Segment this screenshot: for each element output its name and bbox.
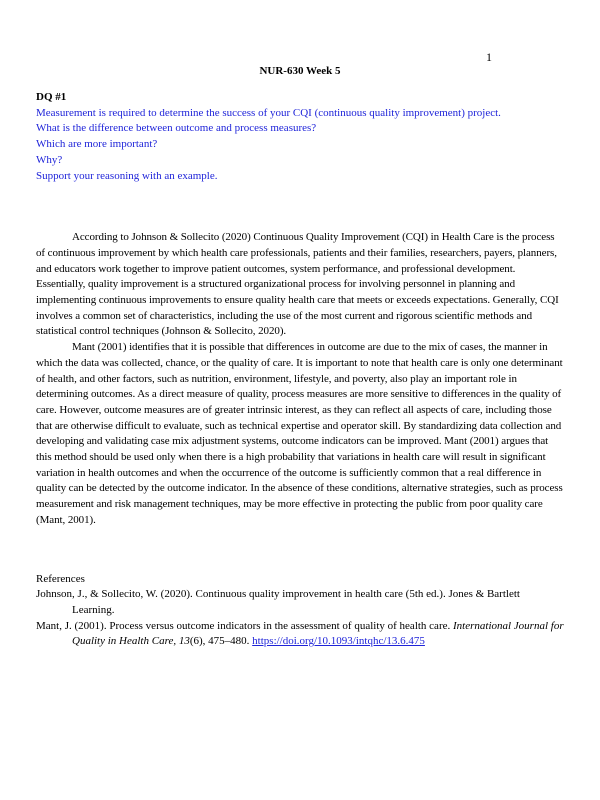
prompt-line: Measurement is required to determine the success of your CQI (continuous quality improvement) project. xyxy=(36,106,501,119)
references-section xyxy=(36,572,564,651)
prompt-line: Support your reasoning with an example. xyxy=(36,169,218,182)
dq-prompt xyxy=(36,106,564,185)
reference-entry: Johnson, J., & Sollecito, W. (2020). Continuous quality improvement in health care (5th ed.). Jones & Bartlett Learning. xyxy=(36,588,520,616)
journal-title: International Journal for Quality in Health Care, 13 xyxy=(72,619,564,648)
references-heading: References xyxy=(36,572,85,585)
document-title: NUR-630 Week 5 xyxy=(259,65,341,77)
reference-entry xyxy=(36,619,564,650)
doi-link[interactable]: https://doi.org/10.1093/intqhc/13.6.475 xyxy=(252,635,425,648)
prompt-line: What is the difference between outcome and process measures? xyxy=(36,122,317,135)
prompt-line: Why? xyxy=(36,153,63,166)
document-body xyxy=(36,90,564,650)
body-paragraph: Mant (2001) identifies that it is possible that differences in outcome are due to the mix of cases, the manner in which the data was collected, chance, or the quality of care. It is important to note that health care is only one determinant of health, and other factors, such as nutrition, environment, lifestyle, and poverty, also play an important role in determining outcomes. As a direct measure of quality, process measures are more sensitive to differences in the quality of care. However, outcome measures are of greater intrinsic interest, as they can reflect all aspects of care, including those that are otherwise difficult to evaluate, such as technical expertise and operator skill. By standardizing data collection and developing and validating case mix adjustment systems, outcome indicators can be improved. Mant (2001) argues that this method should be used only when there is a high probability that variations in health care will result in significant variation in health outcomes and when the occurrence of the outcome is sufficiently common that a real difference in quality can be detected by the outcome indicator. In the absence of these conditions, alternative strategies, such as process measurement and risk management techniques, may be more effective in protecting the public from poor quality care (Mant, 2001). xyxy=(36,341,563,526)
dq-label: DQ #1 xyxy=(36,91,67,103)
body-paragraph: According to Johnson & Sollecito (2020) Continuous Quality Improvement (CQI) in Health Care is the process of continuous improvement by which health care professionals, patients and their families, researchers, payers, planners, and educators work together to improve patient outcomes, system performance, and professional development. Essentially, quality improvement is a structured organizational process for involving personnel in planning and implementing continuous improvements to ensure quality health care that meets or exceeds expectations. Generally, CQI involves a common set of characteristics, including the use of the most current and rigorous scientific methods and statistical control techniques (Johnson & Sollecito, 2020). xyxy=(36,231,559,338)
reference-text: Mant, J. (2001). Process versus outcome indicators in the assessment of quality of health care. xyxy=(36,619,453,632)
page-number: 1 xyxy=(486,50,492,64)
prompt-line: Which are more important? xyxy=(36,138,158,151)
reference-issue-pages: (6), 475–480. xyxy=(189,635,253,648)
